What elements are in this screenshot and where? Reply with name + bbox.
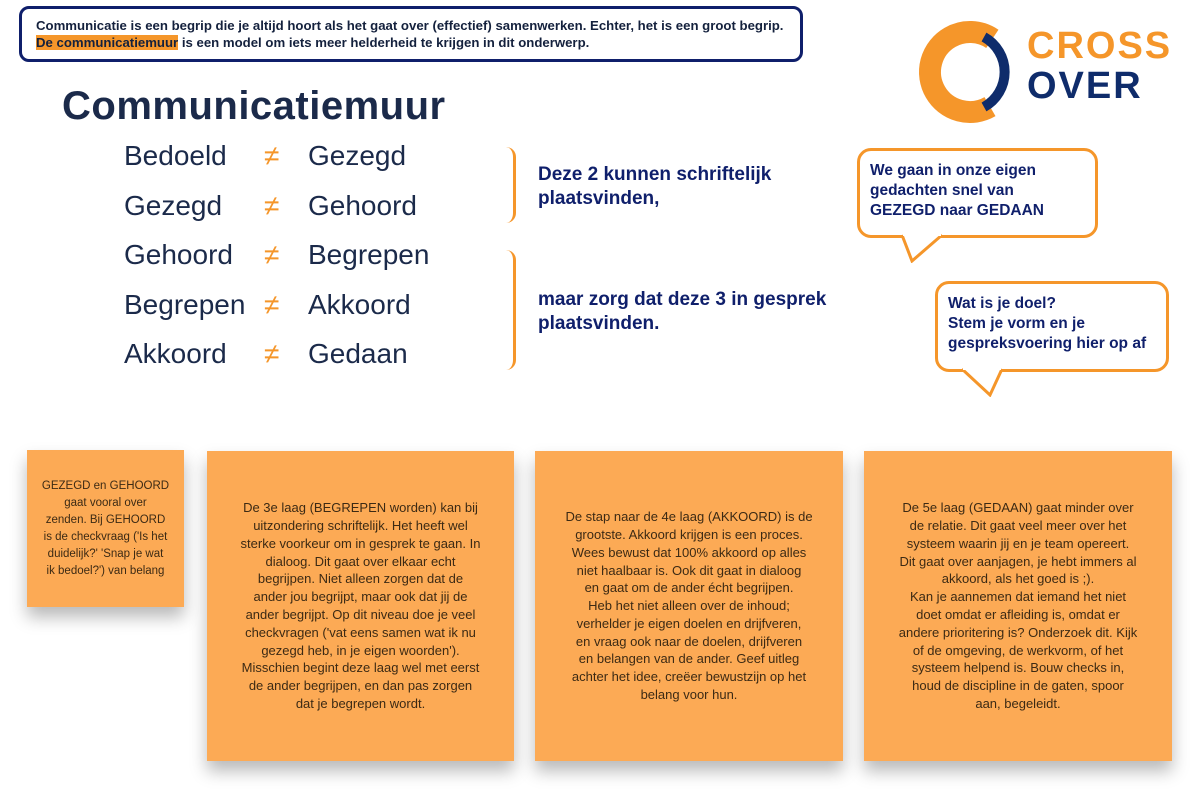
statement-line: plaatsvinden. — [538, 313, 660, 334]
note-line: systeem waarin jij en je team opereert. — [906, 535, 1130, 551]
note-line: achter het idee, creëer bewustzijn op het — [571, 669, 807, 685]
note-line: De 3e laag (BEGREPEN worden) kan bij — [243, 500, 478, 516]
note-line: dialoog. Dit gaat over elkaar echt — [265, 553, 456, 569]
note-line: Wees bewust dat 100% akkoord op alles — [571, 544, 807, 560]
note-line: gaat vooral over — [64, 496, 147, 509]
intro-highlight: De communicatiemuur — [36, 35, 179, 50]
sticky-note-1 — [27, 450, 184, 607]
bubble-line: Stem je vorm en je — [948, 315, 1085, 332]
note-line: grootste. Akkoord krijgen is een proces. — [575, 526, 803, 542]
pair-left: Begrepen — [124, 288, 246, 320]
intro-line-2 — [36, 34, 786, 51]
not-equal-icon: ≠ — [264, 140, 280, 171]
bubble-tail-icon — [960, 367, 1010, 397]
statement-line: maar zorg dat deze 3 in gesprek — [538, 289, 827, 310]
pair-left: Akkoord — [124, 338, 227, 369]
note-line: en gaat om de ander écht begrijpen. — [584, 580, 794, 596]
speech-bubble-1 — [857, 148, 1098, 238]
pair-right: Akkoord — [308, 288, 411, 320]
statement-conversation — [538, 288, 826, 336]
pair-left: Gehoord — [124, 239, 233, 270]
pair-right: Gezegd — [308, 140, 407, 171]
logo-text — [1027, 26, 1172, 106]
note-line: begrijpen. Niet alleen zorgen dat de — [257, 571, 464, 587]
note-line: houd de discipline in de gaten, spoor — [912, 678, 1124, 694]
speech-bubble-2 — [935, 281, 1169, 372]
note-line: ander jou begrijpt, maar ook dat jij de — [253, 589, 468, 605]
note-line: De 5e laag (GEDAAN) gaat minder over — [902, 500, 1134, 516]
pair-right: Gehoord — [308, 189, 417, 221]
statement-line: plaatsvinden, — [538, 188, 660, 209]
note-line: aan, begeleidt. — [975, 695, 1061, 711]
note-line: andere prioritering is? Onderzoek dit. Kijk — [898, 624, 1138, 640]
note-line: ik bedoel?') van belang — [46, 564, 165, 577]
note-line: en belangen van de ander. Geef uitleg — [578, 651, 800, 667]
note-line: checkvragen ('vat eens samen wat ik nu — [245, 624, 476, 640]
statement-written — [538, 163, 771, 211]
logo-line-1: CROSS — [1027, 25, 1173, 67]
note-line: is de checkvraag ('Is het — [43, 530, 168, 543]
note-line: systeem helpend is. Bouw checks in, — [911, 660, 1125, 676]
bracket-top — [503, 147, 516, 223]
intro-line-1: Communicatie is een begrip die je altijd hoort als het gaat over (effectief) samenwerken. Echter, het is een groot begrip. — [36, 18, 784, 33]
note-line: of de omgeving, de werkvorm, of het — [912, 642, 1124, 658]
not-equal-icon: ≠ — [264, 239, 280, 270]
intro-box — [19, 6, 803, 62]
pair-right: Begrepen — [308, 239, 430, 270]
bubble-line: gespreksvoering hier op af — [948, 335, 1147, 352]
note-line: gezegd heb, in je eigen woorden'). — [261, 642, 460, 658]
note-line: Dit gaat over aanjagen, je hebt immers al — [899, 553, 1137, 569]
note-line: Misschien begint deze laag wel met eerst — [241, 660, 480, 676]
bubble-line: GEZEGD naar GEDAAN — [870, 202, 1044, 219]
note-line: De stap naar de 4e laag (AKKOORD) is de — [565, 509, 813, 525]
sticky-note-3 — [535, 451, 843, 761]
note-line: akkoord, als het goed is ;). — [941, 571, 1095, 587]
bracket-bottom — [503, 250, 516, 370]
note-line: uitzondering schriftelijk. Het heeft wel — [253, 518, 468, 534]
note-line: dat je begrepen wordt. — [295, 695, 426, 711]
not-equal-icon: ≠ — [264, 288, 280, 320]
bubble-line: gedachten snel van — [870, 182, 1014, 199]
note-line: niet haalbaar is. Ook dit gaat in dialoog — [576, 562, 802, 578]
note-line: duidelijk?' 'Snap je wat — [47, 547, 164, 560]
note-line: ander begrijpt. Op dit niveau doe je veel — [245, 607, 476, 622]
bubble-tail-icon — [900, 233, 950, 263]
logo-line-2: OVER — [1027, 65, 1143, 107]
bubble-line: Wat is je doel? — [948, 295, 1056, 312]
note-line: zenden. Bij GEHOORD — [45, 513, 166, 526]
not-equal-icon: ≠ — [264, 338, 280, 369]
pair-left: Bedoeld — [124, 140, 227, 171]
note-line: en vraag ook naar de doelen, drijfveren — [575, 633, 803, 649]
note-line: verhelder je eigen doelen en drijfveren, — [576, 615, 802, 631]
note-line: de ander begrijpen, en dan pas zorgen — [248, 678, 473, 694]
sticky-note-4 — [864, 451, 1172, 761]
note-line: Heb het niet alleen over de inhoud; — [588, 598, 790, 614]
not-equal-icon: ≠ — [264, 189, 280, 221]
note-line: sterke voorkeur om in gesprek te gaan. In — [240, 535, 481, 551]
note-line: de relatie. Dit gaat veel meer over het — [909, 518, 1127, 534]
sticky-note-2 — [207, 451, 514, 761]
note-line: GEZEGD en GEHOORD — [41, 479, 170, 492]
intro-line-2-rest: is een model om iets meer helderheid te krijgen in dit onderwerp. — [178, 35, 590, 50]
bubble-line: We gaan in onze eigen — [870, 162, 1036, 179]
note-line: Kan je aannemen dat iemand het niet — [909, 589, 1127, 605]
note-line: doet omdat er afleiding is, omdat er — [916, 607, 1120, 622]
pair-right: Gedaan — [308, 338, 408, 369]
statement-line: Deze 2 kunnen schriftelijk — [538, 164, 772, 185]
page-title: Communicatiemuur — [62, 84, 446, 128]
pair-left: Gezegd — [124, 189, 223, 221]
note-line: belang voor hun. — [640, 687, 738, 703]
